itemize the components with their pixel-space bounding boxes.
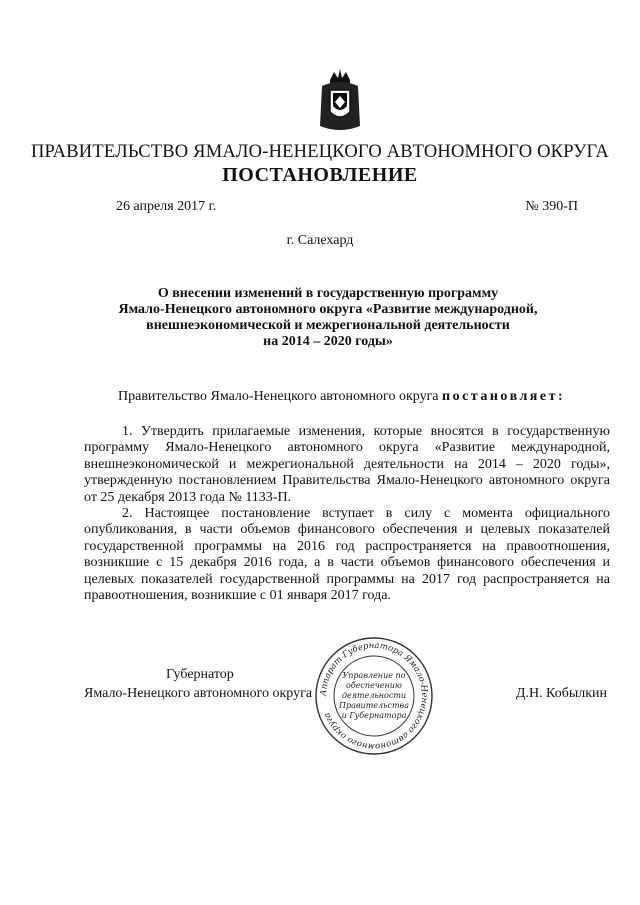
document-city: г. Салехард bbox=[286, 233, 354, 248]
signature-position-line2: Ямало-Ненецкого автономного округа bbox=[84, 686, 313, 701]
title-line: О внесении изменений в государственную программу bbox=[157, 286, 499, 301]
coat-of-arms-icon bbox=[316, 66, 364, 136]
svg-text:Управление по: Управление по bbox=[342, 671, 406, 680]
document-type: ПОСТАНОВЛЕНИЕ bbox=[222, 164, 418, 186]
paragraph-2: 2. Настоящее постановление вступает в силу с момента официального опубликования, в части объемов финансового обеспечения и целевых показателей государственной программы на 2016 год распространяется на правоотношения, возникшие с 15 декабря 2016 года, а в части объемов финансового обеспечения и целевых показателей государственной программы на 2017 год распространяется на правоотношения, возникшие с 01 января 2017 года. bbox=[84, 506, 610, 604]
document-number: № 390-П bbox=[525, 199, 578, 214]
svg-text:обеспечению: обеспечению bbox=[346, 681, 402, 690]
document-title bbox=[80, 286, 576, 350]
title-line: Ямало-Ненецкого автономного округа «Развитие международной, bbox=[118, 302, 538, 317]
government-name: ПРАВИТЕЛЬСТВО ЯМАЛО-НЕНЕЦКОГО АВТОНОМНОГО ОКРУГА bbox=[31, 142, 609, 162]
title-line: на 2014 – 2020 годы» bbox=[263, 334, 393, 349]
svg-text:Правительства: Правительства bbox=[339, 701, 409, 710]
signature-name: Д.Н. Кобылкин bbox=[515, 686, 607, 701]
preamble-verb: постановляет: bbox=[442, 389, 566, 404]
svg-text:и Губернатора: и Губернатора bbox=[341, 711, 407, 720]
signature-position-line1: Губернатор bbox=[166, 667, 234, 682]
document-date: 26 апреля 2017 г. bbox=[116, 199, 217, 214]
title-line: внешнеэкономической и межрегиональной деятельности bbox=[146, 318, 510, 333]
official-stamp bbox=[312, 634, 436, 758]
document-body bbox=[84, 424, 610, 604]
paragraph-1: 1. Утвердить прилагаемые изменения, которые вносятся в государственную программу Ямало-Ненецкого автономного округа «Развитие международной, внешнеэкономической и межрегиональной деятельности на 2014 – 2020 годы», утвержденную постановлением Правительства Ямало-Ненецкого автономного округа от 25 декабря 2013 года № 1133-П. bbox=[84, 424, 610, 505]
svg-text:деятельности: деятельности bbox=[341, 691, 407, 700]
preamble-text: Правительство Ямало-Ненецкого автономного округа bbox=[118, 389, 439, 404]
svg-text:Аппарат Губернатора Ямало-Нене: Аппарат Губернатора Ямало-Ненецкого автономного округа bbox=[318, 640, 430, 752]
preamble bbox=[118, 389, 565, 405]
